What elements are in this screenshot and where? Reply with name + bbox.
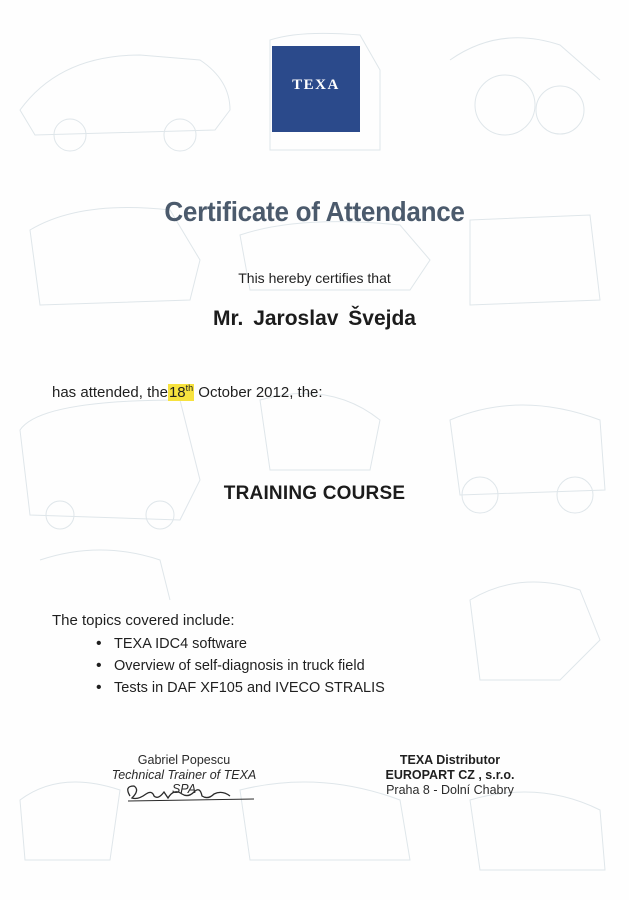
topic-item: • TEXA IDC4 software — [96, 633, 385, 655]
attended-suffix: October 2012, the: — [194, 384, 323, 401]
distributor-address: Praha 8 - Dolní Chabry — [386, 783, 514, 797]
certifies-text: This hereby certifies that — [238, 270, 391, 286]
topics-intro: The topics covered include: — [52, 612, 235, 629]
date-suffix: th — [185, 383, 194, 393]
distributor-label: TEXA Distributor — [399, 753, 501, 767]
handwritten-signature — [118, 780, 258, 806]
trainer-role: Technical Trainer of TEXA SPA — [111, 768, 257, 796]
distributor-company: EUROPART CZ , s.r.o. — [385, 768, 515, 782]
topics-list — [96, 633, 385, 699]
trainer-name: Gabriel Popescu — [137, 753, 231, 767]
date-day: 18 — [168, 384, 186, 401]
texa-logo-text: TEXA — [292, 76, 340, 93]
attendance-line — [52, 383, 323, 401]
distributor-signatory — [380, 753, 520, 797]
certificate-title: Certificate of Attendance — [164, 196, 465, 227]
texa-logo — [272, 46, 360, 132]
recipient-name: Mr. Jaroslav Švejda — [213, 307, 416, 330]
topic-item: • Overview of self-diagnosis in truck field — [96, 655, 385, 677]
attended-prefix: has attended, the — [52, 384, 168, 401]
course-title: TRAINING COURSE — [223, 483, 406, 504]
topic-item: • Tests in DAF XF105 and IVECO STRALIS — [96, 677, 385, 699]
date-highlight — [168, 384, 194, 401]
